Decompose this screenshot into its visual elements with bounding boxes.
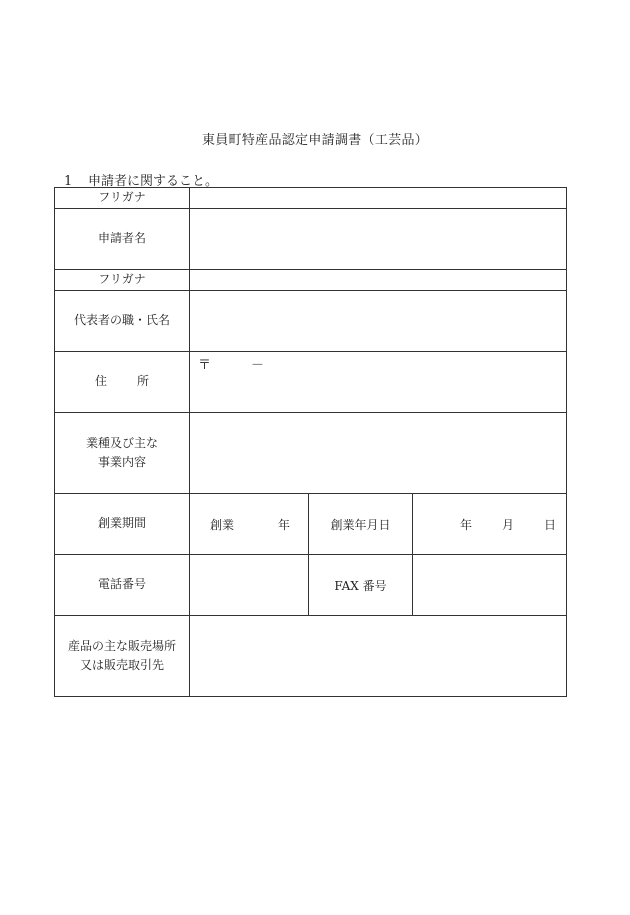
- business-row: [55, 413, 567, 494]
- month-unit: 月: [501, 517, 514, 532]
- address-field[interactable]: [190, 352, 567, 413]
- business-label-line-1: 業種及び主な: [85, 435, 158, 450]
- address-label-1: 住: [94, 374, 107, 389]
- sales-label-line-1: 産品の主な販売場所: [67, 638, 176, 653]
- address-label: [55, 352, 190, 413]
- contact-row: [55, 555, 567, 616]
- applicant-furigana-row: [55, 188, 567, 209]
- rep-name-field[interactable]: [190, 291, 567, 352]
- applicant-furigana-field[interactable]: [190, 188, 567, 209]
- applicant-name-label: 申請者名: [55, 209, 190, 270]
- section-title: 申請者に関すること。: [88, 174, 219, 189]
- rep-name-row: [55, 291, 567, 352]
- period-label: 創業期間: [55, 494, 190, 555]
- furigana-label: フリガナ: [55, 188, 190, 209]
- phone-label: 電話番号: [55, 555, 190, 616]
- business-label-line-2: 事業内容: [97, 455, 146, 469]
- founding-row: [55, 494, 567, 555]
- sales-row: [55, 616, 567, 697]
- rep-furigana-field[interactable]: [190, 270, 567, 291]
- phone-field[interactable]: [190, 555, 309, 616]
- business-field[interactable]: [190, 413, 567, 494]
- postal-dash: －: [251, 358, 265, 373]
- applicant-name-field[interactable]: [190, 209, 567, 270]
- fax-field[interactable]: [413, 555, 567, 616]
- rep-furigana-row: [55, 270, 567, 291]
- rep-furigana-label: フリガナ: [55, 270, 190, 291]
- rep-name-label: 代表者の職・氏名: [55, 291, 190, 352]
- address-row: [55, 352, 567, 413]
- address-label-2: 所: [137, 374, 150, 389]
- applicant-name-row: [55, 209, 567, 270]
- page-title: 東員町特産品認定申請調書（工芸品）: [201, 133, 429, 148]
- founding-date-field[interactable]: [413, 494, 567, 555]
- applicant-form-table: [54, 187, 567, 697]
- sogyo-text: 創業: [210, 517, 235, 532]
- fax-label: FAX 番号: [309, 555, 413, 616]
- sales-label: [55, 616, 190, 697]
- postal-mark-icon: 〒: [198, 358, 212, 373]
- section-number: 1: [64, 174, 73, 189]
- year-unit: 年: [459, 517, 472, 532]
- sales-field[interactable]: [190, 616, 567, 697]
- sales-label-line-2: 又は販売取引先: [79, 658, 164, 672]
- founding-date-label: 創業年月日: [309, 494, 413, 555]
- period-year-unit: 年: [277, 517, 290, 532]
- day-unit: 日: [544, 517, 557, 532]
- business-label: [55, 413, 190, 494]
- postal-code: [198, 354, 264, 373]
- period-field[interactable]: [190, 494, 309, 555]
